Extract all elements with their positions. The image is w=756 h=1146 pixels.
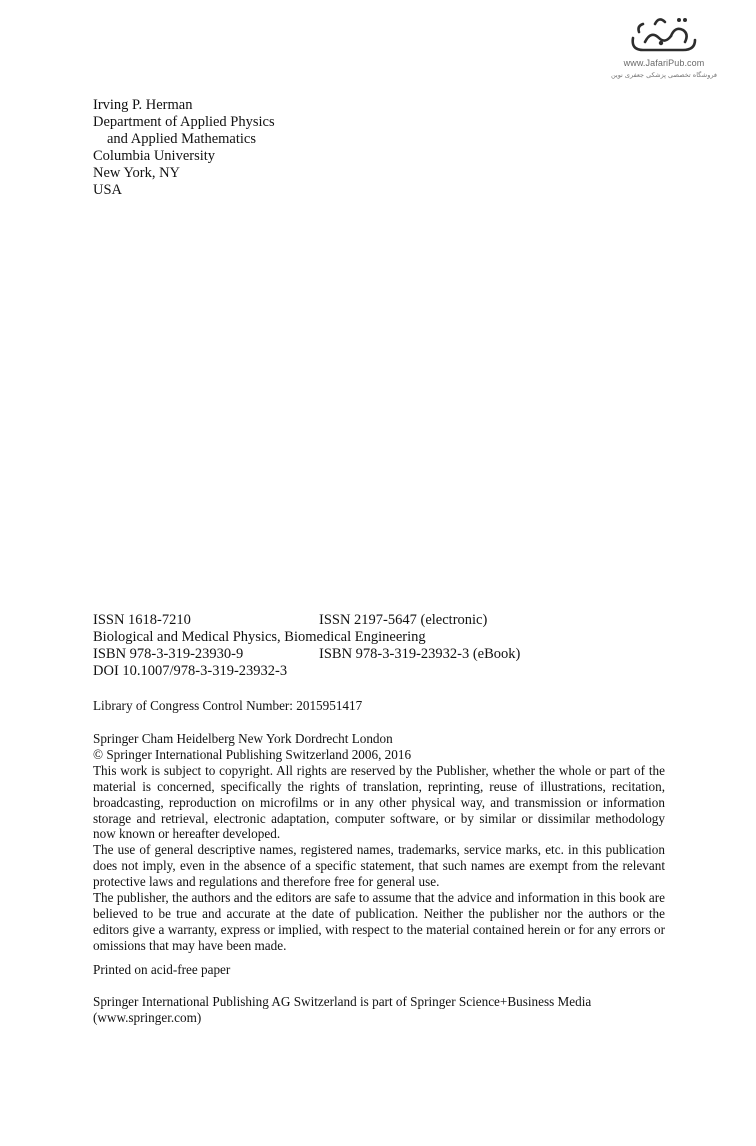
issn-print: ISSN 1618-7210	[93, 612, 191, 628]
publisher-places: Springer Cham Heidelberg New York Dordrecht London	[93, 731, 393, 746]
disclaimer-paragraph: The publisher, the authors and the editors are safe to assume that the advice and information in this book are believed to be true and accurate at the date of publication. Neither the publisher nor the authors or the editors give a warranty, express or implied, with respect to the material contained herein or for any errors or omissions that may have been made.	[93, 890, 665, 953]
doi: DOI 10.1007/978-3-319-23932-3	[93, 663, 288, 679]
watermark-subtitle: فروشگاه تخصصی پزشکی جعفری نوین	[610, 71, 718, 79]
springer-block	[93, 994, 665, 1026]
paper-note: Printed on acid-free paper	[93, 962, 231, 977]
publisher-block	[93, 731, 665, 954]
jafari-pub-logo	[625, 12, 703, 58]
watermark-url: www.JafariPub.com	[623, 58, 705, 68]
series-title: Biological and Medical Physics, Biomedical Engineering	[93, 629, 426, 645]
issn-block	[93, 612, 673, 680]
library-control-number: Library of Congress Control Number: 2015951417	[93, 698, 363, 713]
author-address	[93, 97, 275, 199]
springer-line1: Springer International Publishing AG Switzerland is part of Springer Science+Business Media	[93, 994, 592, 1009]
author-name: Irving P. Herman	[93, 97, 193, 113]
isbn-print: ISBN 978-3-319-23930-9	[93, 646, 244, 662]
trademark-paragraph: The use of general descriptive names, registered names, trademarks, service marks, etc. in this publication does not imply, even in the absence of a specific statement, that such names are exempt from the relevant protective laws and regulations and therefore free for general use.	[93, 842, 665, 890]
author-university: Columbia University	[93, 148, 216, 164]
copyright-paragraph: This work is subject to copyright. All rights are reserved by the Publisher, whether the whole or part of the material is concerned, specifically the rights of translation, reprinting, reuse of illustrations, recitation, broadcasting, reproduction on microfilms or in any other physical way, and transmission or information storage and retrieval, electronic adaptation, computer software, or by similar or dissimilar methodology now known or hereafter developed.	[93, 762, 665, 842]
isbn-ebook: ISBN 978-3-319-23932-3 (eBook)	[319, 646, 521, 662]
springer-url: (www.springer.com)	[93, 1010, 202, 1025]
author-dept-line1: Department of Applied Physics	[93, 114, 275, 130]
issn-electronic: ISSN 2197-5647 (electronic)	[319, 612, 488, 628]
author-city: New York, NY	[93, 165, 181, 181]
watermark	[600, 12, 728, 94]
copyright-line: © Springer International Publishing Switzerland 2006, 2016	[93, 746, 412, 762]
author-country: USA	[93, 182, 123, 198]
author-dept-line2: and Applied Mathematics	[107, 131, 256, 147]
